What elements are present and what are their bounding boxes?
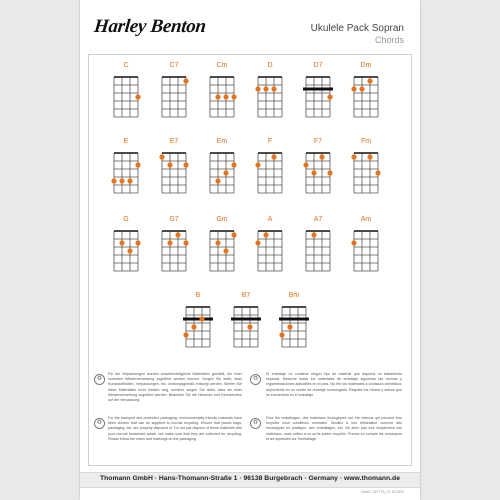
chord-name: A (267, 216, 273, 223)
sheet-title: Ukulele Pack Sopran (310, 23, 404, 34)
fretboard-grid (255, 228, 285, 274)
finger-dot (167, 240, 172, 245)
finger-dot (351, 240, 356, 245)
finger-dot (367, 78, 372, 83)
fretboard-grid (183, 304, 213, 350)
finger-dot (287, 324, 292, 329)
finger-dot (263, 86, 268, 91)
document-id: DocID: 427775_27.10.2021 (361, 490, 404, 494)
chord-name: Em (216, 138, 228, 145)
finger-dot (311, 170, 316, 175)
finger-dot (303, 162, 308, 167)
fretboard-grid (303, 228, 333, 274)
finger-dot (215, 240, 220, 245)
finger-dot (279, 332, 284, 337)
recycle-icon: ♻ (94, 418, 105, 429)
finger-dot (167, 162, 172, 167)
fretboard-grid (351, 150, 381, 196)
fretboard-grid (111, 228, 141, 274)
finger-dot (135, 240, 140, 245)
recycle-icon: ♻ (94, 374, 105, 385)
finger-dot (375, 170, 380, 175)
fretboard-grid (303, 150, 333, 196)
finger-dot (271, 86, 276, 91)
chord-name: B (195, 292, 201, 299)
chord-name: Gm (216, 216, 228, 223)
finger-dot (263, 232, 268, 237)
fretboard-grid (111, 74, 141, 120)
finger-dot (231, 232, 236, 237)
finger-dot (119, 240, 124, 245)
finger-dot (119, 178, 124, 183)
note-es: El embalaje no contiene ningún tipo de material que requiera un tratamiento especial. Deseche todos los materiales de embalaje siguiendo las normas y reglamentaciones aplicables en el país. No tire los materiales a la basura doméstica, deposítelos en un centro de reciclaje homologado. Respete los rótulos y avisos que se encuentran en el embalaje. (266, 372, 402, 397)
finger-dot (311, 232, 316, 237)
finger-dot (327, 170, 332, 175)
fretboard-grid (207, 150, 237, 196)
fretboard-grid (231, 304, 261, 350)
footer-address: Thomann GmbH · Hans-Thomann-Straße 1 · 96138 Burgebrach · Germany · www.thomann.de (100, 475, 400, 482)
fretboard-grid (207, 74, 237, 120)
finger-dot (351, 86, 356, 91)
chord-name: E7 (169, 138, 179, 145)
finger-dot (255, 86, 260, 91)
chord-name: F (267, 138, 273, 145)
note-fr: Pour les emballages, des matériaux écologiques ont été retenus qui peuvent être recyclés sous conditions normales. Veuillez à une élimination correcte des enveloppes en plastique, des emballages, etc. Ne jetez pas tout simplement ces matériaux, mais veillez à ce qu'ils soient recyclés. Prenez en compte les remarques et les symboles sur l'emballage. (266, 416, 402, 441)
fretboard-grid (351, 228, 381, 274)
finger-dot (183, 78, 188, 83)
chord-name: C (123, 62, 129, 69)
finger-dot (183, 332, 188, 337)
fretboard-grid (159, 228, 189, 274)
finger-dot (223, 248, 228, 253)
chord-name: D7 (313, 62, 323, 69)
chord-name: Bm (288, 292, 300, 299)
chord-name: Am (360, 216, 372, 223)
chord-name: G (123, 216, 129, 223)
chord-name: E (123, 138, 129, 145)
finger-dot (135, 94, 140, 99)
packaging-notes (94, 366, 406, 456)
recycle-icon: ♻ (250, 374, 261, 385)
sheet-subtitle: Chords (374, 35, 404, 45)
footer-bar (80, 472, 420, 488)
finger-dot (271, 154, 276, 159)
brand-logo: Harley Benton (92, 16, 207, 37)
finger-dot (247, 324, 252, 329)
finger-dot (159, 154, 164, 159)
fretboard-grid (351, 74, 381, 120)
finger-dot (231, 162, 236, 167)
chord-name: Dm (360, 62, 372, 69)
chord-name: F7 (313, 138, 323, 145)
finger-dot (215, 94, 220, 99)
fretboard-grid (159, 74, 189, 120)
fretboard-grid (255, 74, 285, 120)
finger-dot (127, 248, 132, 253)
finger-dot (183, 162, 188, 167)
finger-dot (191, 324, 196, 329)
fretboard-grid (303, 74, 333, 120)
finger-dot (183, 240, 188, 245)
chord-sheet (80, 0, 420, 500)
fretboard-grid (111, 150, 141, 196)
finger-dot (223, 94, 228, 99)
fretboard-grid (279, 304, 309, 350)
note-en: For the transport and protective packaging, environmentally friendly materials have been chosen that can be supplied to normal recycling. Ensure that plastic bags, packaging, etc. are properly disposed of. Do not just dispose of these materials with your normal household waste, but make sure that they are collected for recycling. Please follow the notes and markings on the packaging. (108, 416, 242, 441)
finger-dot (135, 162, 140, 167)
finger-dot (215, 178, 220, 183)
finger-dot (175, 232, 180, 237)
finger-dot (127, 178, 132, 183)
finger-dot (199, 316, 204, 321)
chord-name: G7 (169, 216, 179, 223)
finger-dot (255, 162, 260, 167)
finger-dot (327, 94, 332, 99)
chord-name: D (267, 62, 273, 69)
finger-dot (111, 178, 116, 183)
fretboard-grid (255, 150, 285, 196)
finger-dot (367, 154, 372, 159)
finger-dot (351, 154, 356, 159)
fretboard-grid (159, 150, 189, 196)
chord-name: C7 (169, 62, 179, 69)
chord-name: Fm (360, 138, 372, 145)
finger-dot (319, 154, 324, 159)
chord-name: Cm (216, 62, 228, 69)
chord-charts (80, 0, 420, 360)
note-de: Für die Verpackungen wurden umweltverträgliche Materialien gewählt, die einer normalen Wiederverwertung zugeführt werden können. Sorgen Sie dafür, dass Kunststoffhüllen, Verpackungen, etc. ordnungsgemäß entsorgt werden. Werfen Sie diese Materialien nicht einfach weg, sondern sorgen Sie dafür, dass sie einer Wiederverwertung zugeführt werden. Beachten Sie die Hinweise und Kennzeichen auf der Verpackung. (108, 372, 242, 403)
finger-dot (255, 240, 260, 245)
fretboard-grid (207, 228, 237, 274)
finger-dot (359, 86, 364, 91)
recycle-icon: ♻ (250, 418, 261, 429)
chord-name: A7 (313, 216, 323, 223)
chord-name: B7 (241, 292, 251, 299)
finger-dot (223, 170, 228, 175)
finger-dot (231, 94, 236, 99)
